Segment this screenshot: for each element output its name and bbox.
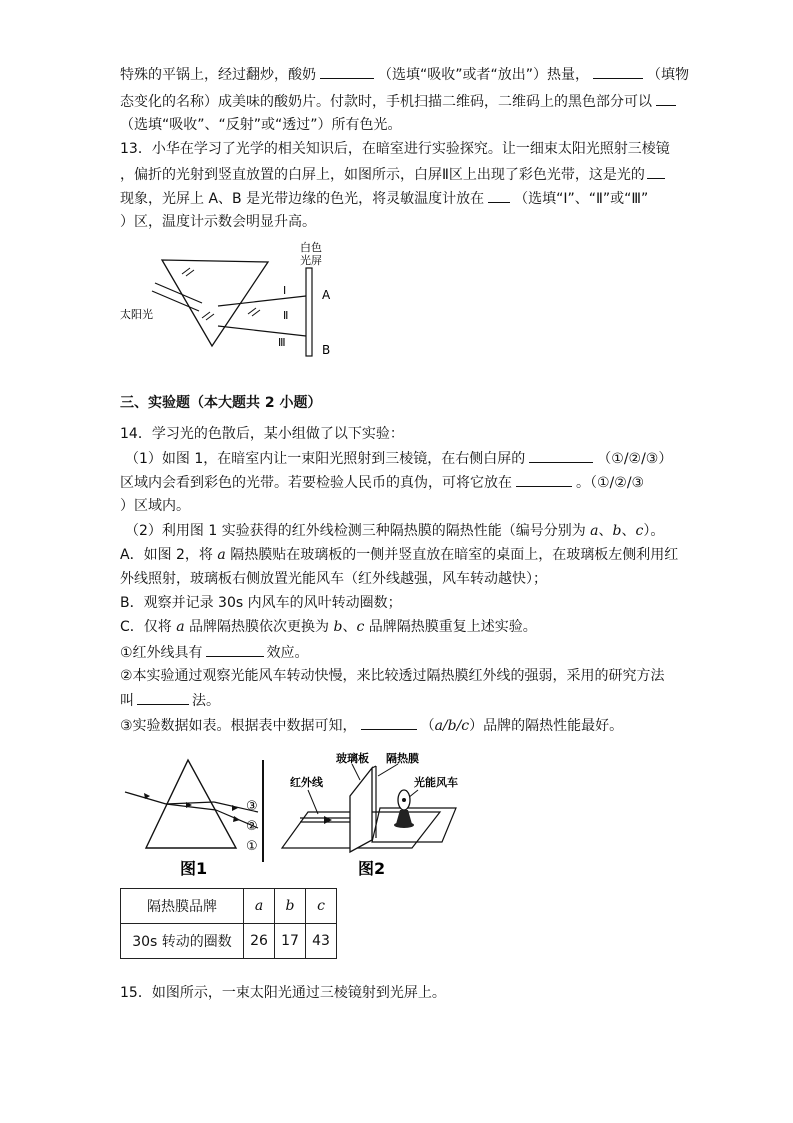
fig1-caption: 图1 (180, 859, 208, 878)
white-screen (306, 268, 312, 356)
step-a-text: 隔热膜贴在玻璃板的一侧并竖直放在暗室的桌面上，在玻璃板左侧利用红 (225, 547, 679, 563)
brand-a: a (176, 619, 185, 635)
q14-p1-line-1 (125, 446, 685, 470)
glass-hatch (182, 268, 190, 274)
q14-p1-text-c: 区域内会看到彩色的光带。若要检验人民币的真伪，可将它放在 (120, 475, 512, 491)
fig2-arrow (324, 816, 332, 824)
q12-text-c: （填物 (647, 67, 690, 83)
brand-c: c (356, 619, 365, 635)
q14-p1-line-2 (120, 470, 680, 494)
q14-step-b: B．观察并记录 30s 内风车的风叶转动圈数； (120, 595, 402, 611)
edge-b-label: B (322, 343, 331, 357)
sub-3-text: ）品牌的隔热性能最好。 (469, 718, 624, 734)
refracted-ray-top (218, 296, 306, 306)
answer-blank[interactable] (320, 62, 374, 79)
table-header-brand: 隔热膜品牌 (121, 889, 244, 924)
sunlight-beam (152, 291, 199, 311)
q13-text-a: ，偏折的光射到竖直放置的白屏上，如图所示，白屏Ⅱ区上出现了彩色光带，这是光的 (120, 167, 645, 183)
answer-blank[interactable] (529, 446, 593, 463)
zone-3-label: Ⅲ (278, 336, 286, 349)
fig1-region-1: ① (246, 839, 258, 854)
fig2-windmill-foot (394, 822, 414, 828)
sub-3-text: ③实验数据如表。根据表中数据可知， (120, 718, 357, 734)
q13-text-c: （选填“Ⅰ”、“Ⅱ”或“Ⅲ” (514, 191, 649, 207)
q14-sub-1 (120, 640, 680, 664)
data-table (120, 888, 337, 959)
q14-stem: 14．学习光的色散后，某小组做了以下实验： (120, 426, 404, 442)
separator: 、 (598, 523, 613, 539)
q13-prism-figure (120, 238, 350, 363)
q12-line-3: （选填“吸收”、“反射”或“透过”）所有色光。 (120, 117, 402, 133)
table-brand-c: c (306, 889, 337, 924)
table-count-b: 17 (275, 924, 306, 959)
q13-line-3 (120, 186, 680, 210)
brand-b: b (333, 619, 343, 635)
glass-hatch (252, 310, 260, 316)
q14-sub-3 (120, 713, 680, 737)
separator: 、 (342, 619, 357, 635)
q12-text-d: 态变化的名称）成美味的酸奶片。付款时，手机扫描二维码，二维码上的黑色部分可以 (120, 94, 652, 110)
answer-blank[interactable] (488, 186, 510, 203)
answer-blank[interactable] (516, 470, 572, 487)
screen-label-2: 光屏 (300, 254, 322, 267)
q14-p1-text-d: 。（①/②/③ (576, 475, 645, 491)
fig2-infrared-label: 红外线 (290, 776, 323, 789)
table-row (121, 889, 337, 924)
step-c-text: 品牌隔热膜重复上述实验。 (364, 619, 537, 635)
table-row-label: 30s 转动的圈数 (121, 924, 244, 959)
fig2-glass-label: 玻璃板 (336, 752, 369, 765)
brand-a: a (590, 523, 599, 539)
prism-triangle (162, 260, 268, 346)
answer-blank[interactable] (361, 713, 417, 730)
q14-p1-line-3: ）区域内。 (120, 498, 190, 514)
table-brand-b: b (275, 889, 306, 924)
q14-p2-text: （2）利用图 1 实验获得的红外线检测三种隔热膜的隔热性能（编号分别为 (125, 523, 591, 539)
q15-stem: 15．如图所示，一束太阳光通过三棱镜射到光屏上。 (120, 985, 446, 1001)
q14-step-a-line-1 (120, 543, 680, 567)
q13-line-1: 13．小华在学习了光学的相关知识后，在暗室进行实验探究。让一细束太阳光照射三棱镜 (120, 141, 670, 157)
answer-blank[interactable] (593, 62, 643, 79)
glass-hatch (186, 270, 194, 276)
brand-b: b (612, 523, 622, 539)
figure-2 (280, 752, 480, 880)
brand-c: c (635, 523, 644, 539)
q12-line-1 (120, 62, 690, 86)
edge-a-label: A (322, 288, 331, 302)
sub-2-text: 法。 (192, 693, 220, 709)
q13-text-b: 现象，光屏上 A、B 是光带边缘的色光，将灵敏温度计放在 (120, 191, 485, 207)
q14-p1-text-a: （1）如图 1，在暗室内让一束阳光照射到三棱镜，在右侧白屏的 (125, 451, 526, 467)
figure-1 (120, 752, 270, 880)
q14-p2-line (125, 519, 685, 543)
table-row (121, 924, 337, 959)
q14-sub-2-line-1: ②本实验通过观察光能风车转动快慢，来比较透过隔热膜红外线的强弱，采用的研究方法 (120, 668, 665, 684)
screen-label-1: 白色 (300, 241, 322, 254)
fig2-leader (378, 764, 398, 776)
step-c-text: C．仅将 (120, 619, 177, 635)
zone-2-label: Ⅱ (283, 309, 289, 322)
fig2-film-label: 隔热膜 (386, 752, 419, 765)
q12-text-a: 特殊的平锅上，经过翻炒，酸奶 (120, 67, 316, 83)
q12-text-b: （选填“吸收”或者“放出”）热量， (378, 67, 590, 83)
brand-a: a (217, 547, 226, 563)
q14-sub-2-line-2 (120, 688, 680, 712)
fig1-arrow (232, 805, 238, 811)
glass-hatch (206, 314, 214, 320)
answer-blank[interactable] (647, 162, 665, 179)
q14-step-a-line-2: 外线照射，玻璃板右侧放置光能风车（红外线越强，风车转动越快）； (120, 571, 547, 587)
fig2-glass-plate (350, 768, 372, 852)
separator: 、 (621, 523, 636, 539)
fig1-arrow (233, 816, 240, 822)
fig2-windmill-hub (402, 798, 406, 802)
sunlight-label: 太阳光 (120, 308, 153, 321)
q13-line-4: ）区，温度计示数会明显升高。 (120, 214, 316, 230)
glass-hatch (202, 312, 210, 318)
sub-3-text: （ (420, 718, 435, 734)
fig1-internal-ray (166, 802, 214, 804)
answer-blank[interactable] (656, 89, 676, 106)
fig2-windmill-label: 光能风车 (414, 776, 458, 789)
sub-2-text: 叫 (120, 693, 134, 709)
table-count-c: 43 (306, 924, 337, 959)
fig1-region-3: ③ (246, 799, 258, 814)
answer-blank[interactable] (206, 640, 264, 657)
q14-step-c (120, 615, 680, 639)
glass-hatch (248, 308, 256, 314)
zone-1-label: Ⅰ (283, 284, 287, 297)
table-brand-a: a (244, 889, 275, 924)
q14-p1-text-b: （①/②/③） (597, 451, 673, 467)
refracted-ray-bottom (218, 326, 306, 336)
section-heading: 三、实验题（本大题共 2 小题） (120, 395, 322, 411)
answer-blank[interactable] (137, 688, 189, 705)
step-a-text: A．如图 2，将 (120, 547, 218, 563)
sub-1-text: 效应。 (266, 645, 309, 661)
fig2-leader (352, 764, 360, 780)
sub-1-text: ①红外线具有 (120, 645, 203, 661)
fig1-region-2: ② (246, 819, 258, 834)
table-count-a: 26 (244, 924, 275, 959)
sunlight-beam (155, 283, 202, 303)
step-c-text: 品牌隔热膜依次更换为 (184, 619, 334, 635)
fig2-caption: 图2 (358, 859, 386, 878)
brand-options: a/b/c (434, 718, 470, 734)
q13-line-2 (120, 162, 680, 186)
q12-line-2 (120, 89, 680, 113)
closing-paren: ）。 (643, 523, 665, 539)
fig2-leader (308, 790, 318, 814)
